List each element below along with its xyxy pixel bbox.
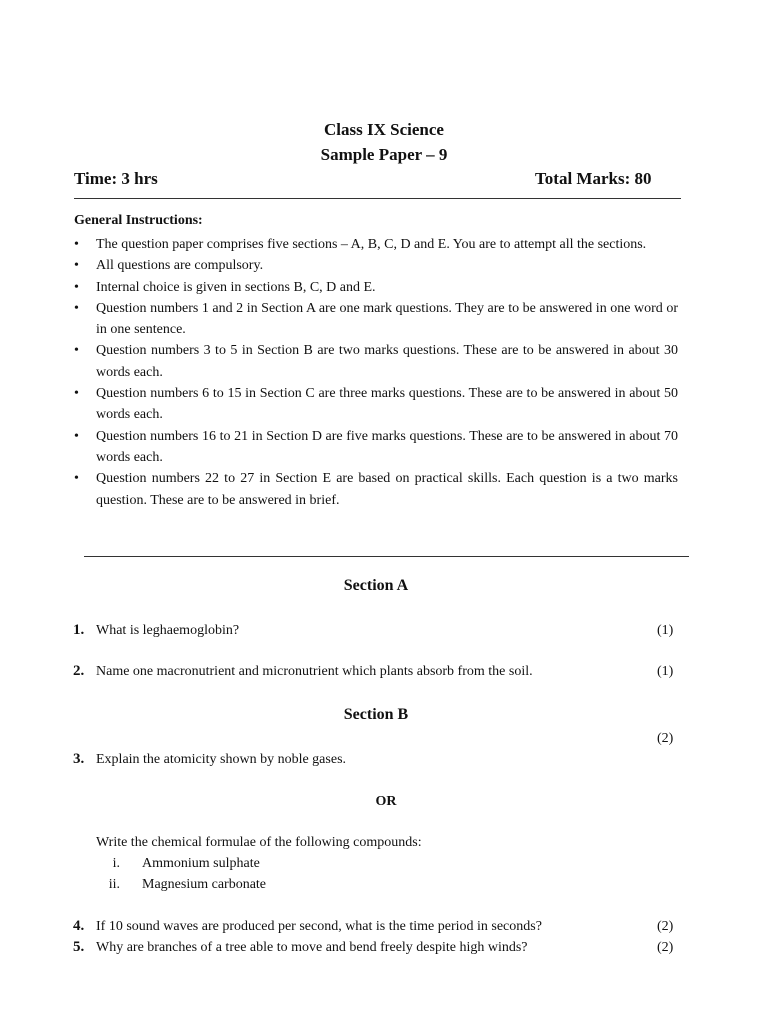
instruction-item — [74, 340, 678, 383]
total-marks: Total Marks: 80 — [535, 169, 652, 188]
bullet-icon: • — [74, 428, 79, 444]
bullet-icon: • — [74, 237, 79, 252]
or-separator: OR — [375, 794, 397, 809]
instruction-item — [74, 234, 678, 255]
q1-marks: (1) — [657, 623, 674, 638]
instruction-text: Question numbers 3 to 5 in Section B are two marks questions. These are to be answered in about 30 words each. — [96, 343, 678, 380]
bullet-icon: • — [74, 258, 79, 274]
instruction-item — [74, 383, 678, 426]
q4-text: If 10 sound waves are produced per second, what is the time period in seconds? — [96, 919, 542, 934]
instruction-item — [74, 255, 678, 276]
q3-marks: (2) — [657, 731, 674, 746]
instructions-divider — [84, 556, 689, 557]
instruction-item — [74, 298, 678, 341]
q2-number: 2. — [73, 663, 85, 679]
q5-marks: (2) — [657, 940, 674, 955]
bullet-icon: • — [74, 471, 79, 487]
q3-number: 3. — [73, 751, 85, 767]
q1-text: What is leghaemoglobin? — [96, 623, 240, 638]
q5-number: 5. — [73, 939, 85, 955]
instruction-text: Question numbers 6 to 15 in Section C are three marks questions. These are to be answered in about 50 words each. — [96, 386, 678, 423]
instruction-text: Question numbers 22 to 27 in Section E are based on practical skills. Each question is a two marks question. These are to be answered in brief. — [96, 471, 678, 508]
section-b-title: Section B — [343, 706, 409, 723]
instruction-item — [74, 468, 678, 511]
q3-sub-text: Magnesium carbonate — [142, 877, 267, 892]
q3-sub-number: i. — [112, 856, 120, 871]
q2-text: Name one macronutrient and micronutrient which plants absorb from the soil. — [96, 664, 533, 679]
instructions-list — [74, 234, 678, 511]
q1-number: 1. — [73, 622, 85, 638]
bullet-icon: • — [74, 279, 79, 295]
q5-text: Why are branches of a tree able to move and bend freely despite high winds? — [96, 940, 528, 955]
instruction-text: Internal choice is given in sections B, C, D and E. — [96, 279, 376, 295]
paper-title: Class IX Science — [324, 120, 444, 139]
section-a-title: Section A — [343, 577, 409, 594]
instruction-text: Question numbers 1 and 2 in Section A are one mark questions. They are to be answered in one word or in one sentence. — [96, 300, 678, 338]
bullet-icon: • — [74, 343, 79, 359]
instruction-text: Question numbers 16 to 21 in Section D are five marks questions. These are to be answered in about 70 words each. — [96, 428, 678, 465]
q3-sub-number: ii. — [108, 877, 120, 892]
instruction-item — [74, 426, 678, 469]
q4-marks: (2) — [657, 919, 674, 934]
q4-number: 4. — [73, 918, 85, 934]
instructions-heading: General Instructions: — [74, 213, 203, 228]
bullet-icon: • — [74, 300, 79, 316]
time-allowed: Time: 3 hrs — [74, 169, 158, 188]
q2-marks: (1) — [657, 664, 674, 679]
header-divider — [74, 198, 681, 199]
q3-text: Explain the atomicity shown by noble gases. — [96, 752, 347, 767]
bullet-icon: • — [74, 386, 79, 402]
q3-sub-text: Ammonium sulphate — [142, 856, 260, 871]
instruction-item — [74, 277, 678, 298]
q3-alt-text: Write the chemical formulae of the following compounds: — [96, 835, 422, 850]
instruction-text: All questions are compulsory. — [96, 258, 264, 274]
instruction-text: The question paper comprises five sections – A, B, C, D and E. You are to attempt all the sections. — [96, 237, 647, 252]
paper-subtitle: Sample Paper – 9 — [320, 145, 448, 164]
